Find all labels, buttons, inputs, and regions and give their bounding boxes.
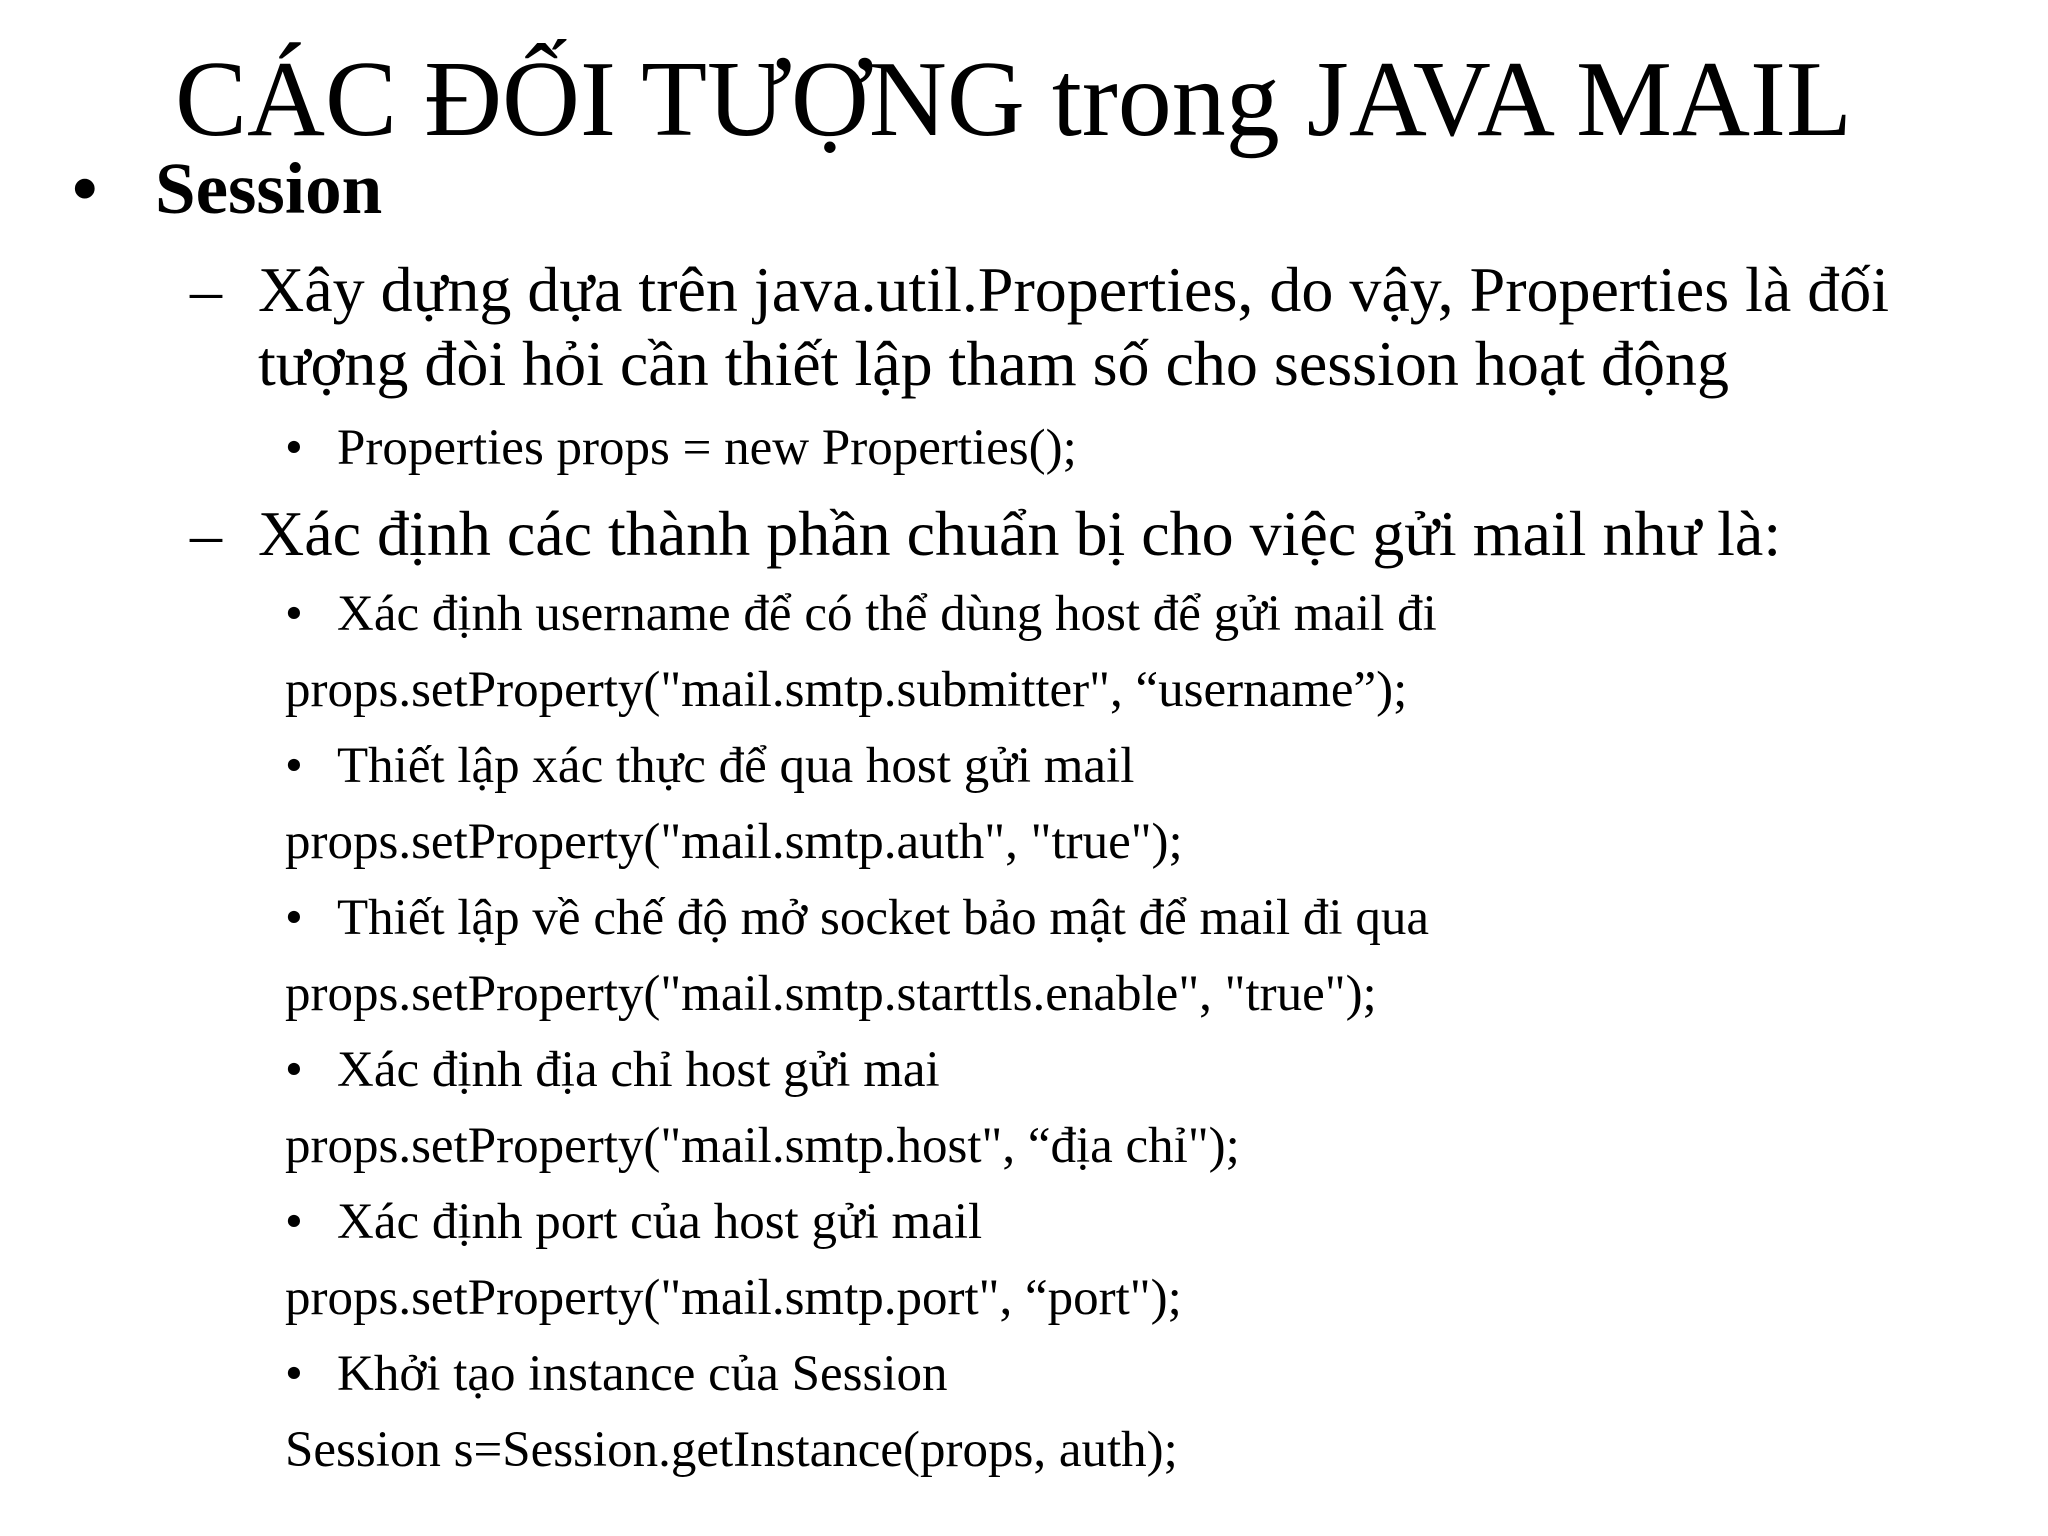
item-label: Thiết lập về chế độ mở socket bảo mật để mail đi qua <box>337 890 1429 946</box>
point1-line1: Xây dựng dựa trên java.util.Properties, do vậy, Properties là đối <box>258 254 1890 325</box>
item-label: Xác định port của host gửi mail <box>337 1194 983 1250</box>
bullet-dot-icon: • <box>285 586 303 642</box>
item-label: Khởi tạo instance của Session <box>337 1346 948 1402</box>
item-code: props.setProperty("mail.smtp.host", “địa chỉ"); <box>285 1118 1240 1174</box>
item-code: props.setProperty("mail.smtp.starttls.enable", "true"); <box>285 966 1377 1022</box>
bullet-dot-icon: • <box>285 1346 303 1402</box>
bullet-dot-icon: • <box>72 148 98 229</box>
heading-session: Session <box>155 148 383 229</box>
bullet-dot-icon: • <box>285 738 303 794</box>
bullet-dot-icon: • <box>285 1042 303 1098</box>
item-code: props.setProperty("mail.smtp.auth", "true"); <box>285 814 1183 870</box>
item-code: props.setProperty("mail.smtp.port", “port"); <box>285 1270 1182 1326</box>
bullet-dash-icon: – <box>190 498 222 569</box>
bullet-dash-icon: – <box>190 254 222 325</box>
slide-title: CÁC ĐỐI TƯỢNG trong JAVA MAIL <box>175 40 1852 159</box>
sub1-text: Properties props = new Properties(); <box>337 420 1077 476</box>
bullet-dot-icon: • <box>285 890 303 946</box>
bullet-dot-icon: • <box>285 1194 303 1250</box>
item-code: props.setProperty("mail.smtp.submitter", “username”); <box>285 662 1408 718</box>
item-label: Xác định địa chỉ host gửi mai <box>337 1042 940 1098</box>
point2-text: Xác định các thành phần chuẩn bị cho việc gửi mail như là: <box>258 498 1782 569</box>
item-code: Session s=Session.getInstance(props, auth); <box>285 1422 1178 1478</box>
point1-line2: tượng đòi hỏi cần thiết lập tham số cho session hoạt động <box>258 328 1729 399</box>
bullet-dot-icon: • <box>285 420 303 476</box>
item-label: Xác định username để có thể dùng host để gửi mail đi <box>337 586 1437 642</box>
item-label: Thiết lập xác thực để qua host gửi mail <box>337 738 1135 794</box>
